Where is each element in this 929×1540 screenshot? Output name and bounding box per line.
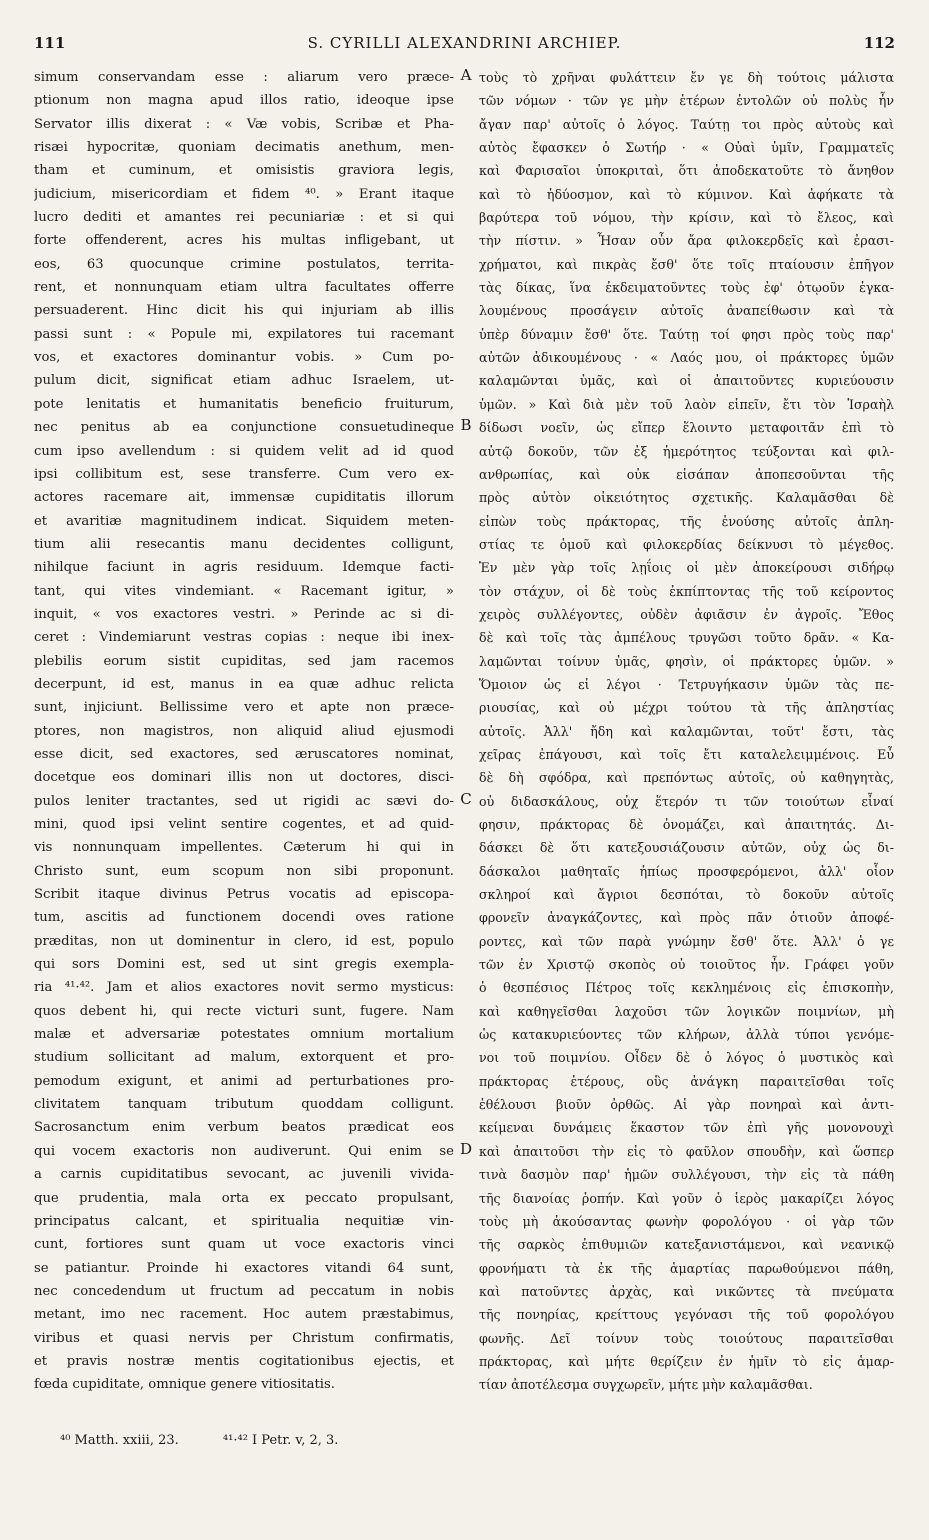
latin-column bbox=[34, 66, 454, 1397]
greek-text-line: τὸν στάχυν, οἱ δὲ τοὺς ἐκπίπτοντας τῆς τοῦ κείροντος bbox=[479, 583, 894, 599]
margin-marker: B bbox=[460, 416, 472, 435]
greek-text-line: βαρύτερα τοῦ νόμου, τὴν κρίσιν, καὶ τὸ ἔλεος, καὶ bbox=[479, 210, 894, 226]
greek-text-line: αὐτὸς ἔφασκεν ὁ Σωτήρ · « Οὐαὶ ὑμῖν, Γραμματεῖς bbox=[479, 140, 894, 156]
latin-text-line: qui vocem exactoris non audiverunt. Qui enim se bbox=[34, 1143, 454, 1159]
latin-text-line: eos, 63 quocunque crimine postulatos, territa- bbox=[34, 256, 454, 272]
greek-text-line: τοὺς τὸ χρῆναι φυλάττειν ἔν γε δὴ τούτοις μάλιστα bbox=[479, 70, 894, 85]
latin-text-line: pulum dicit, significat etiam adhuc Israelem, ut- bbox=[34, 373, 454, 389]
greek-text-line: δάσκει δὲ ὅτι κατεξουσιάζουσιν αὐτῶν, οὐχ ὡς δι- bbox=[479, 840, 894, 856]
latin-text-line: Scribit itaque divinus Petrus vocatis ad episcopa- bbox=[34, 887, 454, 903]
greek-text-line: καὶ ἀπαιτοῦσι τὴν εἰς τὸ φαῦλον σπουδὴν, καὶ ὥσπερ bbox=[479, 1143, 894, 1159]
greek-text-line: καὶ τὸ ἡδύοσμον, καὶ τὸ κύμινον. Καὶ ἀφήκατε τὰ bbox=[479, 186, 894, 202]
greek-text-line: φρονεῖν ἀναγκάζοντες, καὶ πρὸς πᾶν ὁτιοῦν ἀποφέ- bbox=[479, 910, 894, 926]
latin-text-line: docetque eos dominari illis non ut doctores, disci- bbox=[34, 770, 454, 786]
latin-text-line: nec concedendum ut fructum ad peccatum in nobis bbox=[34, 1283, 454, 1299]
latin-text-line: clivitatem tanquam tributum quoddam colligunt. bbox=[34, 1097, 454, 1113]
latin-text-line: judicium, misericordiam et fidem ⁴⁰. » Erant itaque bbox=[34, 186, 454, 202]
greek-text-line: ριουσίας, καὶ οὐ μέχρι τούτου τὰ τῆς ἀπληστίας bbox=[479, 700, 894, 716]
margin-marker: D bbox=[459, 1140, 473, 1159]
greek-text-line: τῆς σαρκὸς ἐπιθυμιῶν κατεξανιστάμενοι, καὶ νεανικῷ bbox=[479, 1237, 894, 1253]
latin-text-line: esse dicit, sed exactores, sed æruscatores nominat, bbox=[34, 746, 454, 762]
greek-text-line: ανθρωπίας, καὶ οὐκ εἰσάπαν ἀποπεσοῦνται τῆς bbox=[479, 466, 894, 482]
greek-text-line: αὐτοῖς. Ἀλλ' ἤδη καὶ καλαμῶνται, τοῦτ' ἔστι, τὰς bbox=[479, 723, 894, 739]
greek-text-line: δὲ καὶ τοῖς τὰς ἀμπέλους τρυγῶσι τοῦτο δρᾶν. « Κα- bbox=[479, 630, 894, 646]
margin-marker: C bbox=[460, 789, 472, 808]
greek-text-line: πράκτορας, καὶ μήτε θερίζειν ἐν ἡμῖν τὸ εἰς ἁμαρ- bbox=[479, 1353, 894, 1369]
latin-text-line: qui sors Domini est, sed ut sint gregis exempla- bbox=[34, 957, 454, 973]
latin-text-line: viribus et quasi nervis per Christum confirmatis, bbox=[34, 1330, 454, 1346]
greek-text-line: δὲ δὴ σφόδρα, καὶ πρεπόντως αὐτοῖς, οὐ καθηγητὰς, bbox=[479, 770, 894, 786]
greek-text-line: σκληροί καὶ ἄγριοι δεσπόται, τὸ δοκοῦν αὐτοῖς bbox=[479, 887, 894, 903]
greek-text-line: Ὅμοιον ὡς εἰ λέγοι · Τετρυγήκασιν ὑμῶν τὰς πε- bbox=[479, 676, 894, 692]
latin-text-line: rent, et nonnunquam etiam ultra facultates offerre bbox=[34, 280, 454, 296]
greek-text-line: τὰς δίκας, ἵνα ἐκδειματοῦντες τοὺς ἐφ' ὁτῳοῦν ἐγκα- bbox=[479, 280, 894, 296]
latin-text-line: ptionum non magna apud illos ratio, ideoque ipse bbox=[34, 93, 454, 109]
greek-text-line: πράκτορας ἑτέρους, οὓς ἀνάγκη παραιτεῖσθαι τοῖς bbox=[479, 1073, 894, 1089]
latin-text-line: forte offenderent, acres his multas infligebant, ut bbox=[34, 233, 454, 249]
footnote: ⁴¹·⁴² I Petr. v, 2, 3. bbox=[222, 1433, 339, 1448]
greek-text-line: τῆς διανοίας ῥοπήν. Καὶ γοῦν ὁ ἱερὸς μακαρίζει λόγος bbox=[479, 1190, 894, 1206]
latin-text-line: se patiantur. Proinde hi exactores vitandi 64 sunt, bbox=[34, 1260, 454, 1276]
latin-text-line: nec penitus ab ea conjunctione consuetudineque bbox=[34, 420, 454, 436]
latin-text-line: pemodum exigunt, et animi ad perturbationes pro- bbox=[34, 1073, 454, 1089]
greek-text-line: δίδωσι νοεῖν, ὡς εἴπερ ἕλοιντο μεταφοιτᾶν ἐπὶ τὸ bbox=[479, 420, 894, 436]
greek-text-line: ροντες, καὶ τῶν παρὰ γνώμην ἔσθ' ὅτε. Ἀλλ' ὁ γε bbox=[479, 933, 894, 949]
greek-text-line: ὡς κατακυριεύοντες τῶν κλήρων, ἀλλὰ τύποι γενόμε- bbox=[479, 1027, 894, 1043]
latin-text-line: plebilis eorum sistit cupiditas, sed jam racemos bbox=[34, 653, 454, 669]
greek-text-line: χρήματοι, καὶ πικρὰς ἔσθ' ὅτε τοῖς πταίουσιν ἐπῆγον bbox=[479, 256, 894, 272]
latin-text-line: et avaritiæ magnitudinem indicat. Siquidem meten- bbox=[34, 513, 454, 529]
latin-text-line: tium alii resecantis manu decidentes colligunt, bbox=[34, 536, 454, 552]
greek-text-line: τινὰ δασμὸν παρ' ἡμῶν συλλέγουσι, τὴν εἰς τὰ πάθη bbox=[479, 1167, 894, 1183]
running-header bbox=[34, 34, 895, 60]
greek-text-line: ὑμῶν. » Καὶ διὰ μὲν τοῦ λαὸν εἰπεῖν, ἔτι τὸν Ἰσραὴλ bbox=[479, 396, 894, 412]
latin-text-line: malæ et adversariæ potestates omnium mortalium bbox=[34, 1027, 454, 1043]
latin-text-line: pulos leniter tractantes, sed ut rigidi ac sævi do- bbox=[34, 793, 454, 809]
latin-text-line: lucro dediti et amantes rei pecuniariæ : et si qui bbox=[34, 210, 454, 226]
latin-text-line: principatus calcant, et spiritualia nequitiæ vin- bbox=[34, 1213, 454, 1229]
latin-text-line: vos, et exactores dominantur vobis. » Cum po- bbox=[34, 350, 454, 366]
greek-text-line: τῶν ἐν Χριστῷ σκοπὸς οὐ τοιοῦτος ἦν. Γράφει γοῦν bbox=[479, 957, 894, 973]
latin-text-line: ipsi collibitum est, sese transferre. Cum vero ex- bbox=[34, 466, 454, 482]
latin-text-line: decerpunt, id est, manus in ea quæ adhuc relicta bbox=[34, 676, 454, 692]
latin-text-line: præditas, non ut dominentur in clero, id est, populo bbox=[34, 933, 454, 949]
latin-text-line: studium sollicitant ad malum, extorquent et pro- bbox=[34, 1050, 454, 1066]
greek-text-line: τοὺς μὴ ἀκούσαντας φωνὴν φορολόγου · οἱ γὰρ τῶν bbox=[479, 1213, 894, 1229]
greek-text-line: χεῖρας ἐπάγουσι, καὶ τοῖς ἔτι καταλελειμμένοις. Εὖ bbox=[479, 746, 894, 762]
latin-text-line: tham et cuminum, et omisistis graviora legis, bbox=[34, 163, 454, 179]
latin-text-line: risæi hypocritæ, quoniam decimatis anethum, men- bbox=[34, 140, 454, 156]
greek-text-line: καὶ Φαρισαῖοι ὑποκριταὶ, ὅτι ἀποδεκατοῦτε τὸ ἄνηθον bbox=[479, 163, 894, 179]
page-number-left: 111 bbox=[34, 34, 66, 52]
greek-text-line: λουμένους προσάγειν αὐτοῖς ἀναπείθωσιν καὶ τὰ bbox=[479, 303, 894, 319]
footnotes bbox=[60, 1433, 378, 1448]
greek-text-line: φωνῆς. Δεῖ τοίνυν τοὺς τοιούτους παραιτεῖσθαι bbox=[479, 1330, 894, 1346]
greek-text-line: καὶ πατοῦντες ἀρχὰς, καὶ νικῶντες τὰ πνεύματα bbox=[479, 1283, 894, 1299]
latin-text-line: mini, quod ipsi velint sentire cogentes, et ad quid- bbox=[34, 817, 454, 832]
margin-marker: A bbox=[460, 66, 472, 84]
latin-text-line: vis nonnunquam impellentes. Cæterum hi qui in bbox=[34, 840, 454, 856]
greek-column bbox=[479, 66, 894, 1397]
greek-text-line: τῶν νόμων · τῶν γε μὴν ἑτέρων ἐντολῶν οὐ πολὺς ἦν bbox=[479, 93, 894, 109]
latin-text-line: que prudentia, mala orta ex peccato propulsant, bbox=[34, 1190, 454, 1206]
latin-text-line: nihilque faciunt in agris residuum. Idemque facti- bbox=[34, 560, 454, 576]
greek-text-line: εἰπὼν τοὺς πράκτορας, τῆς ἐνούσης αὐτοῖς ἀπλη- bbox=[479, 513, 894, 529]
latin-text-line: et pravis nostræ mentis cogitationibus ejectis, et bbox=[34, 1353, 454, 1369]
latin-text-line: Sacrosanctum enim verbum beatos prædicat eos bbox=[34, 1120, 454, 1136]
latin-text-line: metant, imo nec racement. Hoc autem præstabimus, bbox=[34, 1307, 454, 1323]
page-number-right: 112 bbox=[863, 34, 895, 52]
latin-text-line: inquit, « vos exactores vestri. » Perinde ac si di- bbox=[34, 606, 454, 622]
greek-text-line: τὴν πίστιν. » Ἦσαν οὖν ἄρα φιλοκερδεῖς καὶ ἐρασι- bbox=[479, 233, 894, 249]
latin-text-line: Christo sunt, eum scopum non sibi proponunt. bbox=[34, 863, 454, 879]
greek-text-line: οὐ διδασκάλους, οὐχ ἕτερόν τι τῶν τοιούτων εἶναί bbox=[479, 793, 894, 809]
latin-text-line: sunt, injiciunt. Bellissime vero et apte non præce- bbox=[34, 700, 454, 716]
greek-text-line: ἐθέλουσι βιοῦν ὀρθῶς. Αἱ γὰρ πονηραὶ καὶ ἀντι- bbox=[479, 1097, 894, 1113]
greek-text-line: φησιν, πράκτορας δὲ ὀνομάζει, καὶ ἀπαιτητάς. Δι- bbox=[479, 817, 894, 832]
latin-text-line: Servator illis dixerat : « Væ vobis, Scribæ et Pha- bbox=[34, 116, 454, 132]
latin-text-line: tum, ascitis ad functionem docendi oves ratione bbox=[34, 910, 454, 926]
latin-text-line: actores racemare ait, immensæ cupiditatis illorum bbox=[34, 490, 454, 506]
greek-text-line: ἄγαν παρ' αὐτοῖς ὁ λόγος. Ταύτῃ τοι πρὸς αὐτοὺς καὶ bbox=[479, 116, 894, 132]
latin-text-line: pote lenitatis et humanitatis beneficio fruiturum, bbox=[34, 396, 454, 412]
greek-text-line: αὐτῶν ἀδικουμένους · « Λαός μου, οἱ πράκτορες ὑμῶν bbox=[479, 350, 894, 366]
greek-text-line: τῆς πονηρίας, κρείττους γεγόνασι τῆς τοῦ φορολόγου bbox=[479, 1307, 894, 1323]
latin-text-line: simum conservandam esse : aliarum vero præce- bbox=[34, 70, 454, 85]
latin-text-line: ria ⁴¹·⁴². Jam et alios exactores novit sermo mysticus: bbox=[34, 980, 454, 996]
latin-text-line: ptores, non magistros, non aliquid aliud ejusmodi bbox=[34, 723, 454, 739]
latin-text-line: ceret : Vindemiarunt vestras copias : neque ibi inex- bbox=[34, 630, 454, 646]
greek-text-line: χειρὸς συλλέγοντες, οὐδὲν ἀφιᾶσιν ἐν ἀγροῖς. Ἔθος bbox=[479, 606, 894, 622]
greek-text-line: φρονήματι τὰ ἐκ τῆς ἁμαρτίας παρωθούμενοι πάθη, bbox=[479, 1260, 894, 1276]
latin-text-line: a carnis cupiditatibus sevocant, ac juvenili vivida- bbox=[34, 1167, 454, 1183]
running-title: S. CYRILLI ALEXANDRINI ARCHIEP. bbox=[307, 34, 622, 52]
latin-text-line: cunt, fortiores sunt quam ut voce exactoris vinci bbox=[34, 1237, 454, 1253]
greek-text-line: νοι τοῦ ποιμνίου. Οἶδεν δὲ ὁ λόγος ὁ μυστικὸς καὶ bbox=[479, 1050, 894, 1066]
greek-text-line: πρὸς αὐτὸν οἰκειότητος σχετικῆς. Καλαμᾶσθαι δὲ bbox=[479, 490, 894, 506]
latin-text-line: persuaderent. Hinc dicit his qui injuriam ab illis bbox=[34, 303, 454, 319]
greek-text-line: δάσκαλοι μαθηταῖς ἠπίως προσφερόμενοι, ἀλλ' οἷον bbox=[479, 863, 894, 879]
latin-text-line: passi sunt : « Popule mi, expilatores tui racemant bbox=[34, 326, 454, 342]
latin-text-line: cum ipso avellendum : si quidem velit ad id quod bbox=[34, 443, 454, 459]
greek-text-line: τίαν ἀποτέλεσμα συγχωρεῖν, μήτε μὴν καλαμᾶσθαι. bbox=[479, 1377, 813, 1393]
footnote: ⁴⁰ Matth. xxiii, 23. bbox=[60, 1433, 179, 1448]
latin-text-line: quos debent hi, qui recte victuri sunt, fugere. Nam bbox=[34, 1003, 454, 1019]
greek-text-line: ὁ θεσπέσιος Πέτρος τοῖς κεκλημένοις εἰς ἐπισκοπὴν, bbox=[479, 980, 894, 996]
greek-text-line: λαμῶνται τοίνυν ὑμᾶς, φησὶν, οἱ πράκτορες ὑμῶν. » bbox=[479, 653, 894, 669]
greek-text-line: αὐτῷ δοκοῦν, τῶν ἐξ ἡμερότητος τεύξονται καὶ φιλ- bbox=[479, 443, 894, 459]
greek-text-line: καλαμῶνται ὑμᾶς, καὶ οἱ ἀπαιτοῦντες κυριεύουσιν bbox=[479, 373, 894, 389]
latin-text-line: fœda cupiditate, omnique genere vitiositatis. bbox=[34, 1377, 335, 1393]
greek-text-line: καὶ καθηγεῖσθαι λαχοῦσι τῶν λογικῶν ποιμνίων, μὴ bbox=[479, 1003, 894, 1019]
greek-text-line: Ἐν μὲν γὰρ τοῖς λῃΐοις οἱ μὲν ἀποκείρουσι σιδήρῳ bbox=[479, 560, 894, 576]
greek-text-line: ὑπὲρ δύναμιν ἔσθ' ὅτε. Ταύτῃ τοί φησι πρὸς τοὺς παρ' bbox=[479, 326, 894, 342]
greek-text-line: στίας τε ὁμοῦ καὶ φιλοκερδίας δείκνυσι τὸ μέγεθος. bbox=[479, 536, 894, 552]
greek-text-line: κείμεναι δυνάμεις ἕκαστον τῶν ἐπὶ γῆς μονονουχὶ bbox=[479, 1120, 894, 1136]
latin-text-line: tant, qui vites vindemiant. « Racemant igitur, » bbox=[34, 583, 454, 599]
